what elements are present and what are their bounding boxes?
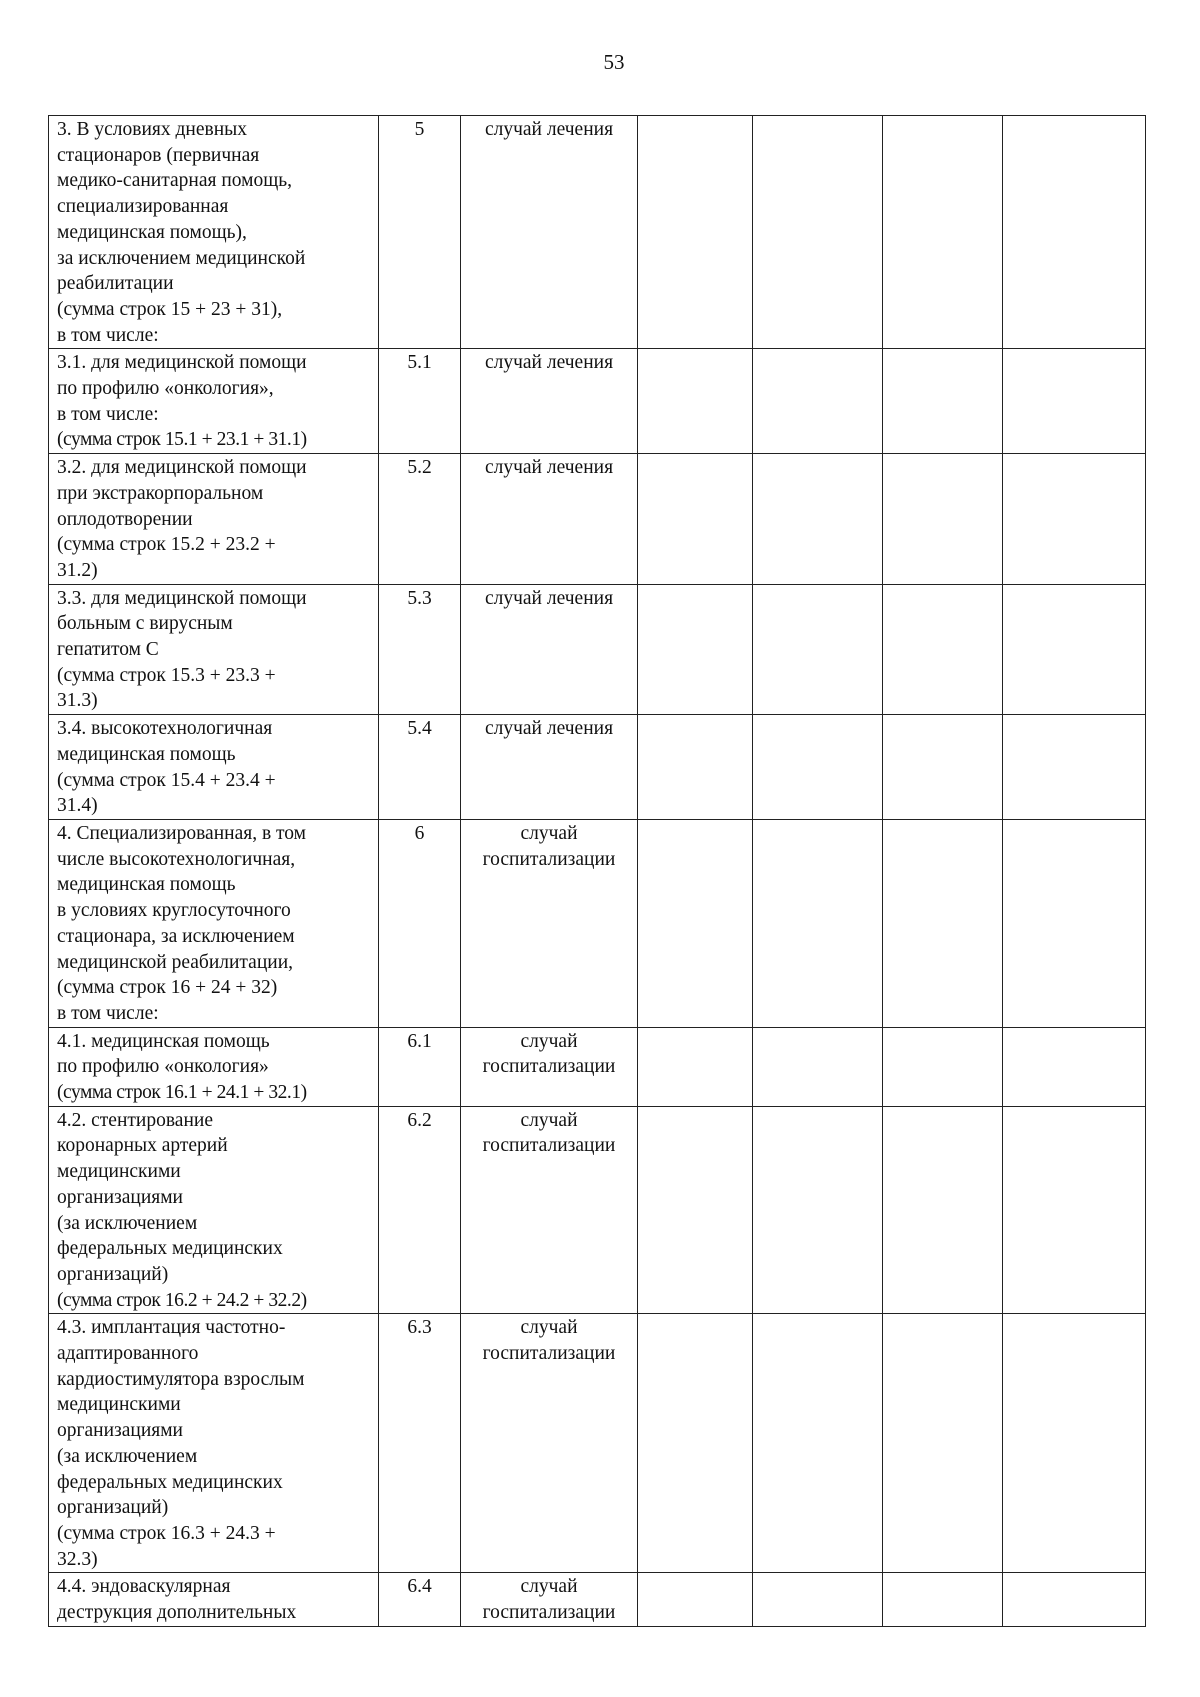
row-name-line: оплодотворении (57, 508, 193, 530)
empty-value-cell (753, 1314, 883, 1573)
empty-value-cell (638, 1314, 753, 1573)
row-unit-line: случай (520, 1030, 578, 1052)
page-number: 53 (603, 50, 625, 74)
empty-value-cell (883, 584, 1003, 715)
row-unit-line: случай (520, 822, 578, 844)
row-name-cell (49, 715, 379, 820)
row-name-line: организациями (57, 1420, 183, 1442)
row-name-line: организаций) (57, 1263, 169, 1285)
row-unit-cell (461, 1573, 638, 1626)
row-name-cell (49, 1106, 379, 1314)
row-name-line: 3.4. высокотехнологичная (57, 718, 273, 740)
row-unit-line: госпитализации (482, 1135, 616, 1157)
row-number-cell: 5.3 (379, 584, 461, 715)
row-name-line: (сумма строк 16.2 + 24.2 + 32.2) (57, 1289, 307, 1311)
row-name-line: реабилитации (57, 273, 174, 295)
row-unit-cell (461, 1106, 638, 1314)
table-row (49, 1106, 1146, 1314)
row-name-line: адаптированного (57, 1343, 199, 1365)
row-name-line: медицинскими (57, 1394, 181, 1416)
empty-value-cell (1003, 454, 1146, 585)
row-name-line: 4.1. медицинская помощь (57, 1030, 270, 1052)
row-unit-line: случай (520, 1576, 578, 1598)
row-unit-line: госпитализации (482, 848, 616, 870)
row-unit-cell (461, 1314, 638, 1573)
row-name-line: 3.1. для медицинской помощи (57, 352, 307, 374)
row-name-line: 4.3. имплантация частотно- (57, 1317, 286, 1339)
row-name-line: 31.4) (57, 795, 98, 817)
row-unit-line: случай лечения (484, 718, 614, 740)
table-row (49, 584, 1146, 715)
empty-value-cell (638, 1106, 753, 1314)
row-unit-line: случай (520, 1317, 578, 1339)
row-name-line: в условиях круглосуточного (57, 900, 291, 922)
row-unit-line: случай лечения (484, 119, 614, 140)
row-name-line: медицинской реабилитации, (57, 951, 294, 973)
row-name-cell (49, 1027, 379, 1106)
row-name-line: (сумма строк 15.1 + 23.1 + 31.1) (57, 429, 307, 451)
row-name-line: при экстракорпоральном (57, 482, 264, 504)
row-name-line: организаций) (57, 1497, 169, 1519)
row-name-line: больным с вирусным (57, 613, 233, 635)
row-name-line: числе высокотехнологичная, (57, 848, 296, 870)
empty-value-cell (1003, 715, 1146, 820)
empty-value-cell (638, 1573, 753, 1626)
empty-value-cell (638, 454, 753, 585)
empty-value-cell (1003, 1106, 1146, 1314)
empty-value-cell (883, 116, 1003, 349)
row-name-line: медицинская помощь (57, 743, 236, 765)
row-name-line: 31.2) (57, 559, 98, 581)
row-unit-cell (461, 116, 638, 349)
row-name-cell (49, 584, 379, 715)
empty-value-cell (638, 819, 753, 1027)
empty-value-cell (1003, 819, 1146, 1027)
table-row (49, 454, 1146, 585)
row-name-line: 4. Специализированная, в том (57, 822, 307, 844)
empty-value-cell (638, 116, 753, 349)
row-name-line: 4.4. эндоваскулярная (57, 1576, 231, 1598)
row-name-line: в том числе: (57, 403, 159, 425)
row-unit-line: случай лечения (484, 457, 614, 479)
empty-value-cell (753, 584, 883, 715)
table-row (49, 1027, 1146, 1106)
row-name-line: коронарных артерий (57, 1135, 228, 1157)
table-row (49, 349, 1146, 454)
row-unit-cell (461, 715, 638, 820)
row-unit-cell (461, 1027, 638, 1106)
empty-value-cell (883, 819, 1003, 1027)
row-name-cell (49, 1314, 379, 1573)
row-name-line: (сумма строк 16.3 + 24.3 + (57, 1522, 276, 1544)
row-name-line: 31.3) (57, 690, 98, 712)
row-name-line: федеральных медицинских (57, 1471, 283, 1493)
empty-value-cell (753, 819, 883, 1027)
indicators-table (48, 115, 1146, 1627)
row-name-line: (сумма строк 15.3 + 23.3 + (57, 664, 276, 686)
empty-value-cell (753, 715, 883, 820)
row-name-cell (49, 454, 379, 585)
table-row (49, 116, 1146, 349)
empty-value-cell (638, 1027, 753, 1106)
row-name-line: в том числе: (57, 324, 159, 346)
row-name-line: (сумма строк 16 + 24 + 32) (57, 977, 278, 999)
row-name-line: (сумма строк 15.2 + 23.2 + (57, 534, 276, 556)
empty-value-cell (883, 1106, 1003, 1314)
empty-value-cell (883, 454, 1003, 585)
row-name-line: федеральных медицинских (57, 1238, 283, 1260)
empty-value-cell (753, 1573, 883, 1626)
row-number-cell: 6.1 (379, 1027, 461, 1106)
row-name-line: медико-санитарная помощь, (57, 170, 293, 192)
row-name-line: деструкция дополнительных (57, 1602, 297, 1624)
empty-value-cell (883, 1573, 1003, 1626)
row-name-line: гепатитом С (57, 639, 159, 661)
row-name-line: в том числе: (57, 1002, 159, 1024)
row-unit-line: случай лечения (484, 587, 614, 609)
row-number-cell: 5.4 (379, 715, 461, 820)
row-name-line: 4.2. стентирование (57, 1109, 213, 1131)
row-name-line: (сумма строк 15.4 + 23.4 + (57, 769, 276, 791)
row-name-line: (сумма строк 15 + 23 + 31), (57, 298, 283, 320)
row-unit-line: случай лечения (484, 352, 614, 374)
table-row (49, 1314, 1146, 1573)
row-name-line: (за исключением (57, 1212, 198, 1234)
row-number-cell: 5 (379, 116, 461, 349)
row-number-cell: 6 (379, 819, 461, 1027)
empty-value-cell (753, 349, 883, 454)
row-name-line: медицинская помощь), (57, 221, 247, 243)
row-unit-line: случай (520, 1109, 578, 1131)
row-name-line: специализированная (57, 196, 229, 218)
row-number-cell: 5.1 (379, 349, 461, 454)
empty-value-cell (638, 584, 753, 715)
row-name-line: за исключением медицинской (57, 247, 306, 269)
empty-value-cell (883, 1027, 1003, 1106)
row-name-line: 3.2. для медицинской помощи (57, 457, 307, 479)
row-number-cell: 6.4 (379, 1573, 461, 1626)
row-name-line: стационаров (первичная (57, 144, 260, 166)
empty-value-cell (1003, 584, 1146, 715)
table-row (49, 819, 1146, 1027)
row-name-cell (49, 116, 379, 349)
row-name-line: (сумма строк 16.1 + 24.1 + 32.1) (57, 1082, 307, 1104)
row-name-line: медицинскими (57, 1161, 181, 1183)
empty-value-cell (883, 349, 1003, 454)
row-unit-cell (461, 454, 638, 585)
row-name-cell (49, 1573, 379, 1626)
empty-value-cell (1003, 1573, 1146, 1626)
row-name-line: 3.3. для медицинской помощи (57, 587, 307, 609)
row-number-cell: 6.2 (379, 1106, 461, 1314)
empty-value-cell (753, 1106, 883, 1314)
empty-value-cell (753, 116, 883, 349)
row-name-line: кардиостимулятора взрослым (57, 1368, 305, 1390)
row-name-cell (49, 349, 379, 454)
empty-value-cell (883, 1314, 1003, 1573)
empty-value-cell (1003, 1027, 1146, 1106)
empty-value-cell (638, 715, 753, 820)
row-number-cell: 5.2 (379, 454, 461, 585)
empty-value-cell (1003, 1314, 1146, 1573)
row-unit-line: госпитализации (482, 1056, 616, 1078)
empty-value-cell (1003, 349, 1146, 454)
row-name-line: медицинская помощь (57, 874, 236, 896)
row-name-cell (49, 819, 379, 1027)
empty-value-cell (753, 1027, 883, 1106)
empty-value-cell (638, 349, 753, 454)
row-name-line: 3. В условиях дневных (57, 119, 248, 140)
row-number-cell: 6.3 (379, 1314, 461, 1573)
row-unit-cell (461, 819, 638, 1027)
row-name-line: по профилю «онкология», (57, 378, 274, 400)
row-unit-line: госпитализации (482, 1343, 616, 1365)
row-unit-line: госпитализации (482, 1602, 616, 1624)
row-name-line: стационара, за исключением (57, 925, 295, 947)
empty-value-cell (753, 454, 883, 585)
empty-value-cell (1003, 116, 1146, 349)
row-name-line: (за исключением (57, 1445, 198, 1467)
row-name-line: организациями (57, 1186, 183, 1208)
table-row (49, 1573, 1146, 1626)
row-unit-cell (461, 349, 638, 454)
row-name-line: 32.3) (57, 1548, 98, 1570)
row-name-line: по профилю «онкология» (57, 1056, 269, 1078)
row-unit-cell (461, 584, 638, 715)
table-row (49, 715, 1146, 820)
empty-value-cell (883, 715, 1003, 820)
